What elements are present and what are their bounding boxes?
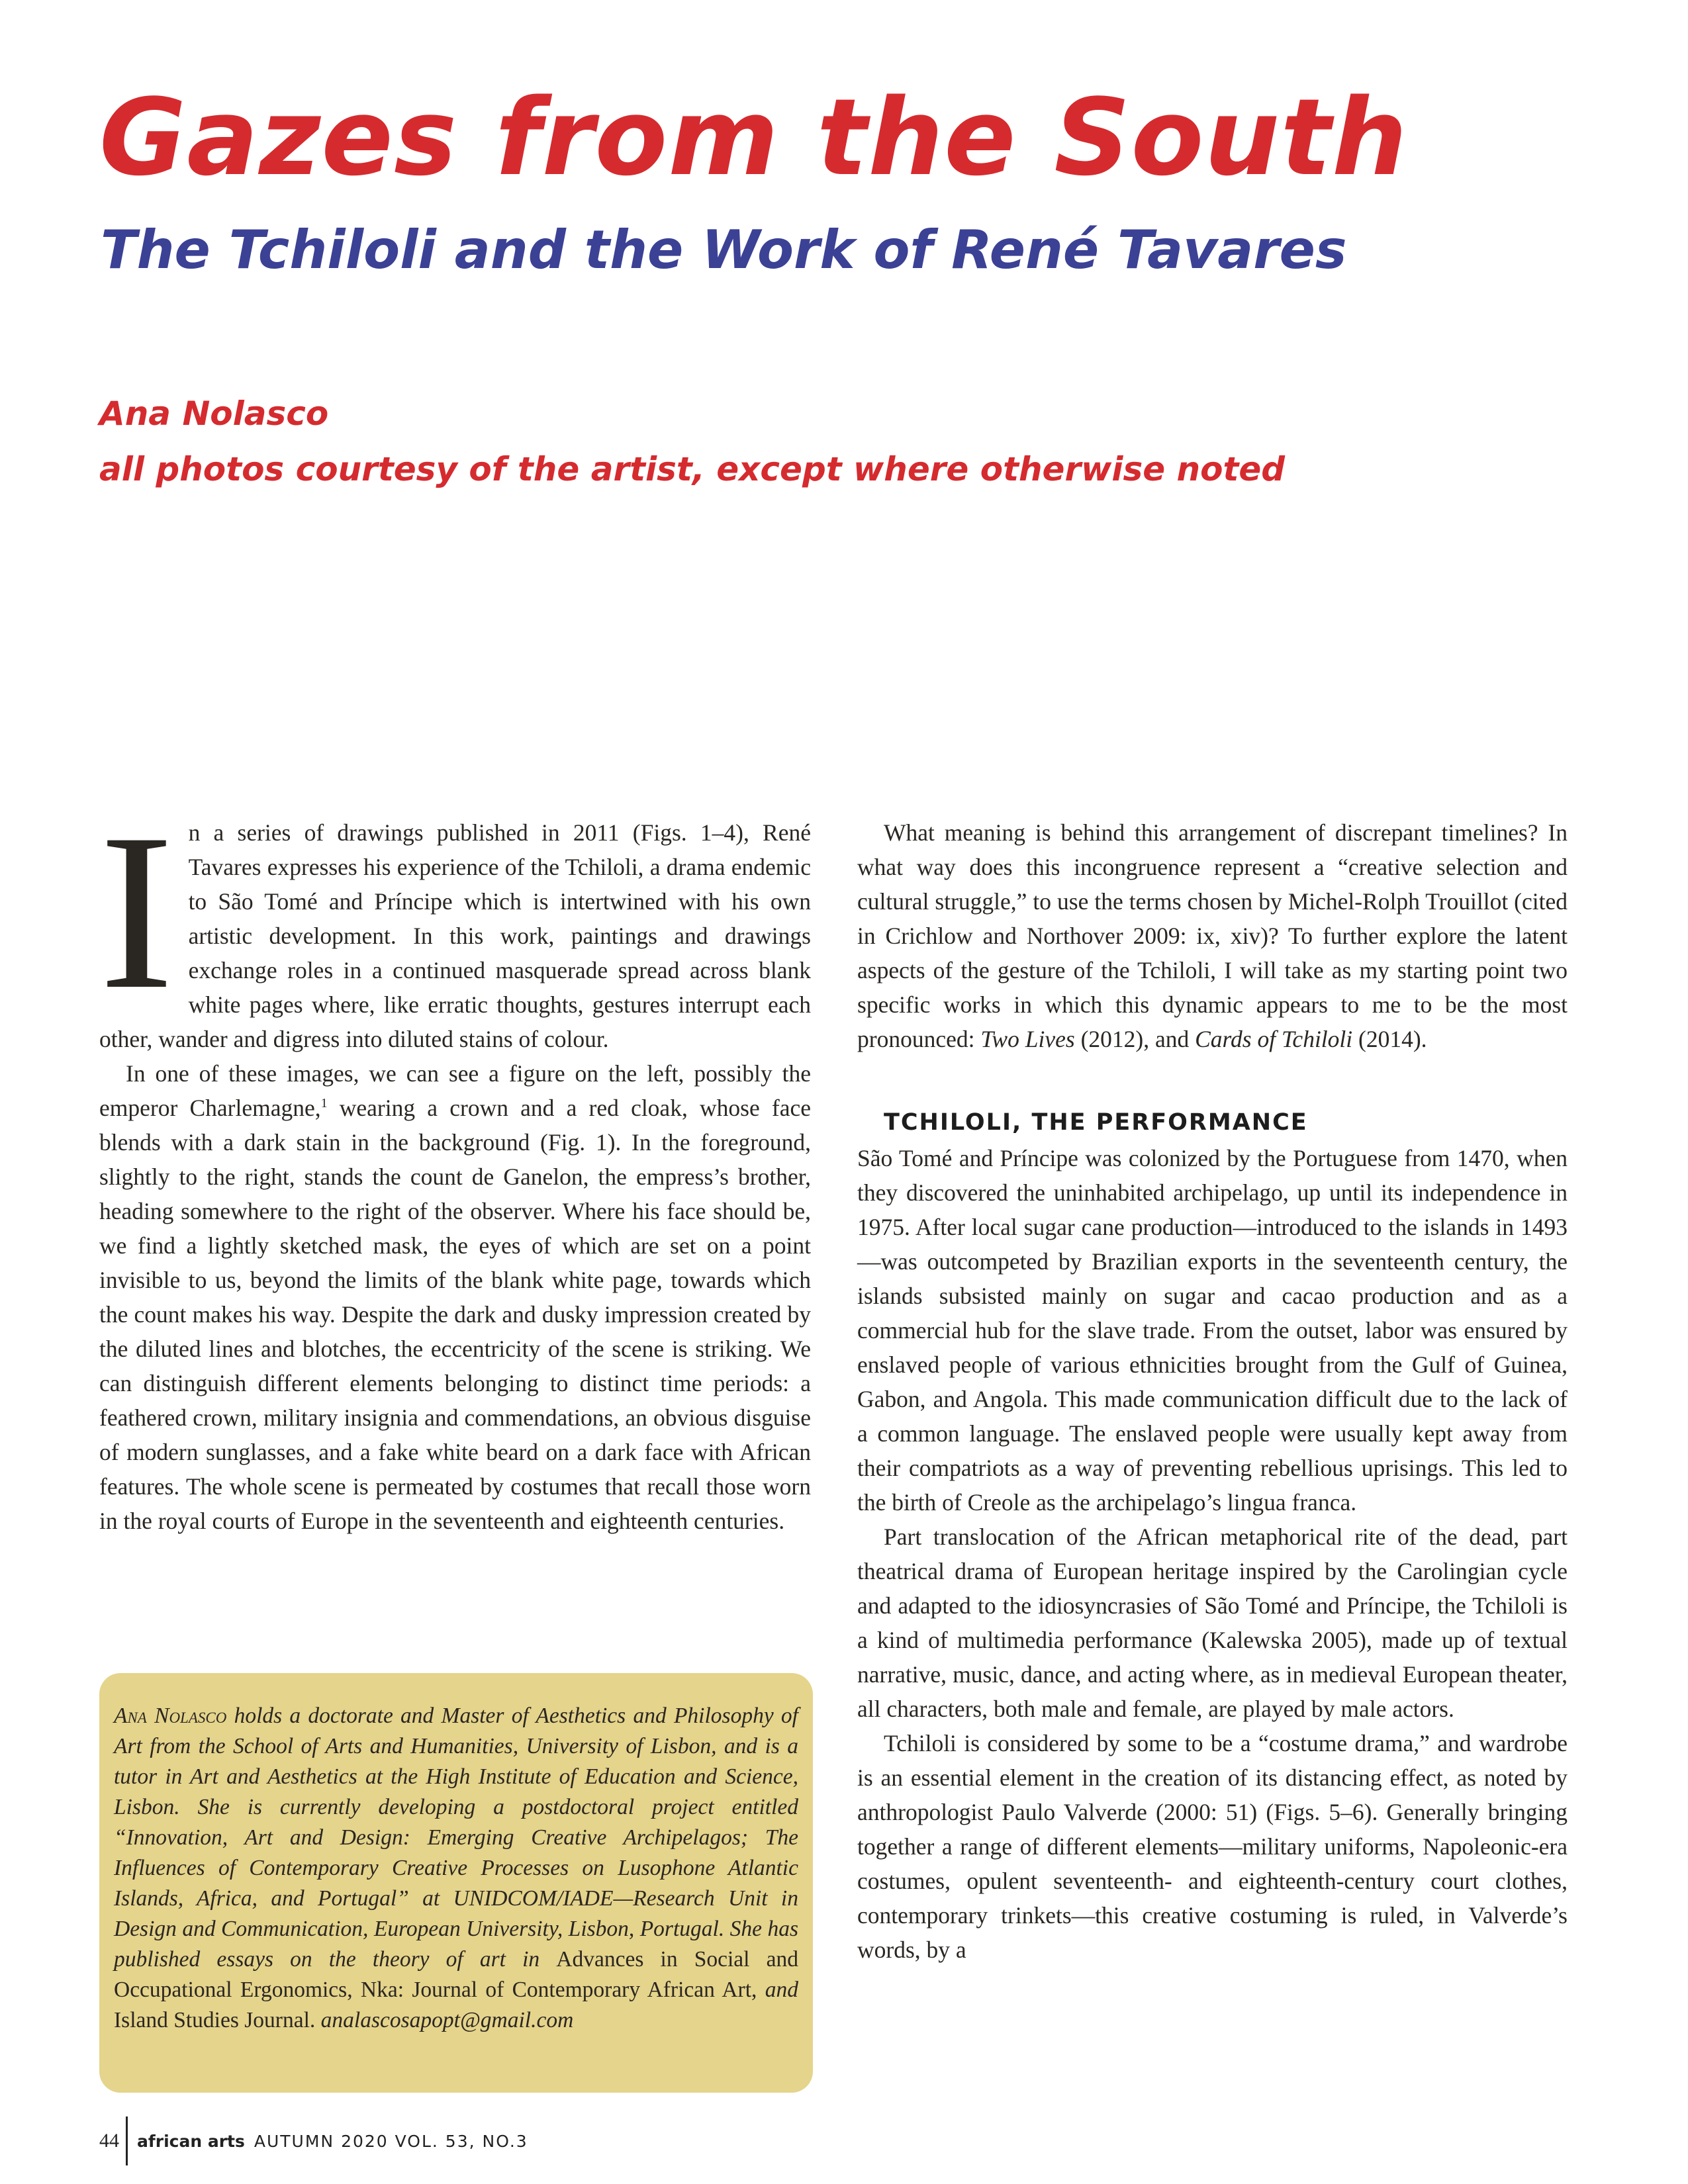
body-paragraph: Part translocation of the African metaphorical rite of the dead, part theatrical drama of European heritage inspired by the Carolingian cycle and adapted to the idiosyncrasies of São Tomé and Príncipe, the Tchiloli is a kind of multimedia performance (Kalewska 2005), made up of textual narrative, music, dance, and acting where, as in medieval European theater, all characters, both male and female, are played by male actors. [857,1524,1568,1722]
left-column [99,788,811,1538]
artwork-title: Two Lives [980,1026,1075,1052]
author-bio-box: Ana Nolasco holds a doctorate and Master of Aesthetics and Philosophy of Art from the School of Arts and Humanities, University of Lisbon, and is a tutor in Art and Aesthetics at the High Institute of Education and Science, Lisbon. She is currently developing a postdoctoral project entitled “Innovation, Art and Design: Emerging Creative Archipelagos; The Influences of Contemporary Creative Processes on Lusophone Atlantic Islands, Africa, and Portugal” at UNIDCOM/IADE—Research Unit in Design and Communication, European University, Lisbon, Portugal. She has published essays on the theory of art in Advances in Social and Occupational Ergonomics, Nka: Journal of Contemporary African Art, and Island Studies Journal. analascosapopt@gmail.com [99,1673,813,2093]
page-number: 44 [99,2130,119,2152]
footnote-marker[interactable]: 1 [320,1096,328,1111]
intro-paragraph [99,788,811,1056]
section-heading: TCHILOLI, THE PERFORMANCE [884,1109,1308,1136]
bio-publication: Island Studies Journal. [114,2008,316,2032]
article-subtitle: The Tchiloli and the Work of René Tavares [101,219,1347,281]
footer-divider [126,2116,128,2165]
bio-publication: Advances in Social and Occupational Ergonomics, Nka: Journal of Contemporary African Art, [114,1947,798,2002]
photo-credit: all photos courtesy of the artist, except where otherwise noted [99,450,1286,488]
page-footer [99,2116,528,2165]
intro-text: n a series of drawings published in 2011 (Figs. 1–4), René Tavares expresses his experience of the Tchiloli, a drama endemic to São Tomé and Príncipe which is intertwined with his own artistic development. In this work, paintings and drawings exchange roles in a continued masquerade spread across blank white pages where, like erratic thoughts, gestures interrupt each other, wander and digress into diluted stains of colour. [99,819,811,1052]
journal-name: african arts [137,2131,245,2151]
right-column [857,815,1568,1967]
article-title: Gazes from the South [99,75,1408,199]
artwork-title: Cards of Tchiloli [1195,1026,1353,1052]
body-paragraph: In one of these images, we can see a figure on the left, possibly the emperor Charlemagne,$^1$ wearing a crown and a red cloak, whose face blends with a dark stain in the background (Fig. 1). In the foreground, slightly to the right, stands the count de Ganelon, the empress’s brother, heading somewhere to the right of the observer. Where his face should be, we find a lightly sketched mask, the eyes of which are set on a point invisible to us, beyond the limits of the blank white page, towards which the count makes his way. Despite the dark and dusky impression created by the diluted lines and blotches, the eccentricity of the scene is striking. We can distinguish different elements belonging to distinct time periods: a feathered crown, military insignia and commendations, an obvious disguise of modern sunglasses, and a fake white beard on a dark face with African features. The whole scene is permeated by costumes that recall those worn in the royal courts of Europe in the seventeenth and eighteenth centuries. [99,1060,811,1534]
bio-email-link[interactable]: analascosapopt@gmail.com [315,2008,574,2032]
body-paragraph: São Tomé and Príncipe was colonized by the Portuguese from 1470, when they discovered the uninhabited archipelago, up until its independence in 1975. After local sugar cane production—introduced to the islands in 1493—was outcompeted by Brazilian exports in the seventeenth century, the islands subsisted mainly on sugar and cacao production and as a commercial hub for the slave trade. From the outset, labor was ensured by enslaved people of various ethnicities brought from the Gulf of Guinea, Gabon, and Angola. This made communication difficult due to the lack of a common language. The enslaved people were usually kept away from their compatriots as a way of preventing rebellious uprisings. This led to the birth of Creole as the archipelago’s lingua franca. [857,1145,1568,1516]
author-name: Ana Nolasco [99,394,329,433]
body-paragraph: What meaning is behind this arrangement of discrepant timelines? In what way does this incongruence represent a “creative selection and cultural struggle,” to use the terms chosen by Michel-Rolph Trouillot (cited in Crichlow and Northover 2009: ix, xiv)? To further explore the latent aspects of the gesture of the Tchiloli, I will take as my starting point two specific works in which this dynamic appears to me to be the most pronounced: Two Lives (2012), and Cards of Tchiloli (2014). [857,819,1568,1052]
drop-cap: I [99,788,174,1036]
bio-author-name: Ana Nolasco [114,1704,227,1728]
issue-info: AUTUMN 2020 VOL. 53, NO.3 [254,2131,528,2151]
body-paragraph: Tchiloli is considered by some to be a “costume drama,” and wardrobe is an essential element in the creation of its distancing effect, as noted by anthropologist Paulo Valverde (2000: 51) (Figs. 5–6). Generally bringing together a range of different elements—military uniforms, Napoleonic-era costumes, opulent seventeenth- and eighteenth-century court clothes, contemporary trinkets—this creative costuming is ruled, in Valverde’s words, by a [857,1730,1568,1963]
